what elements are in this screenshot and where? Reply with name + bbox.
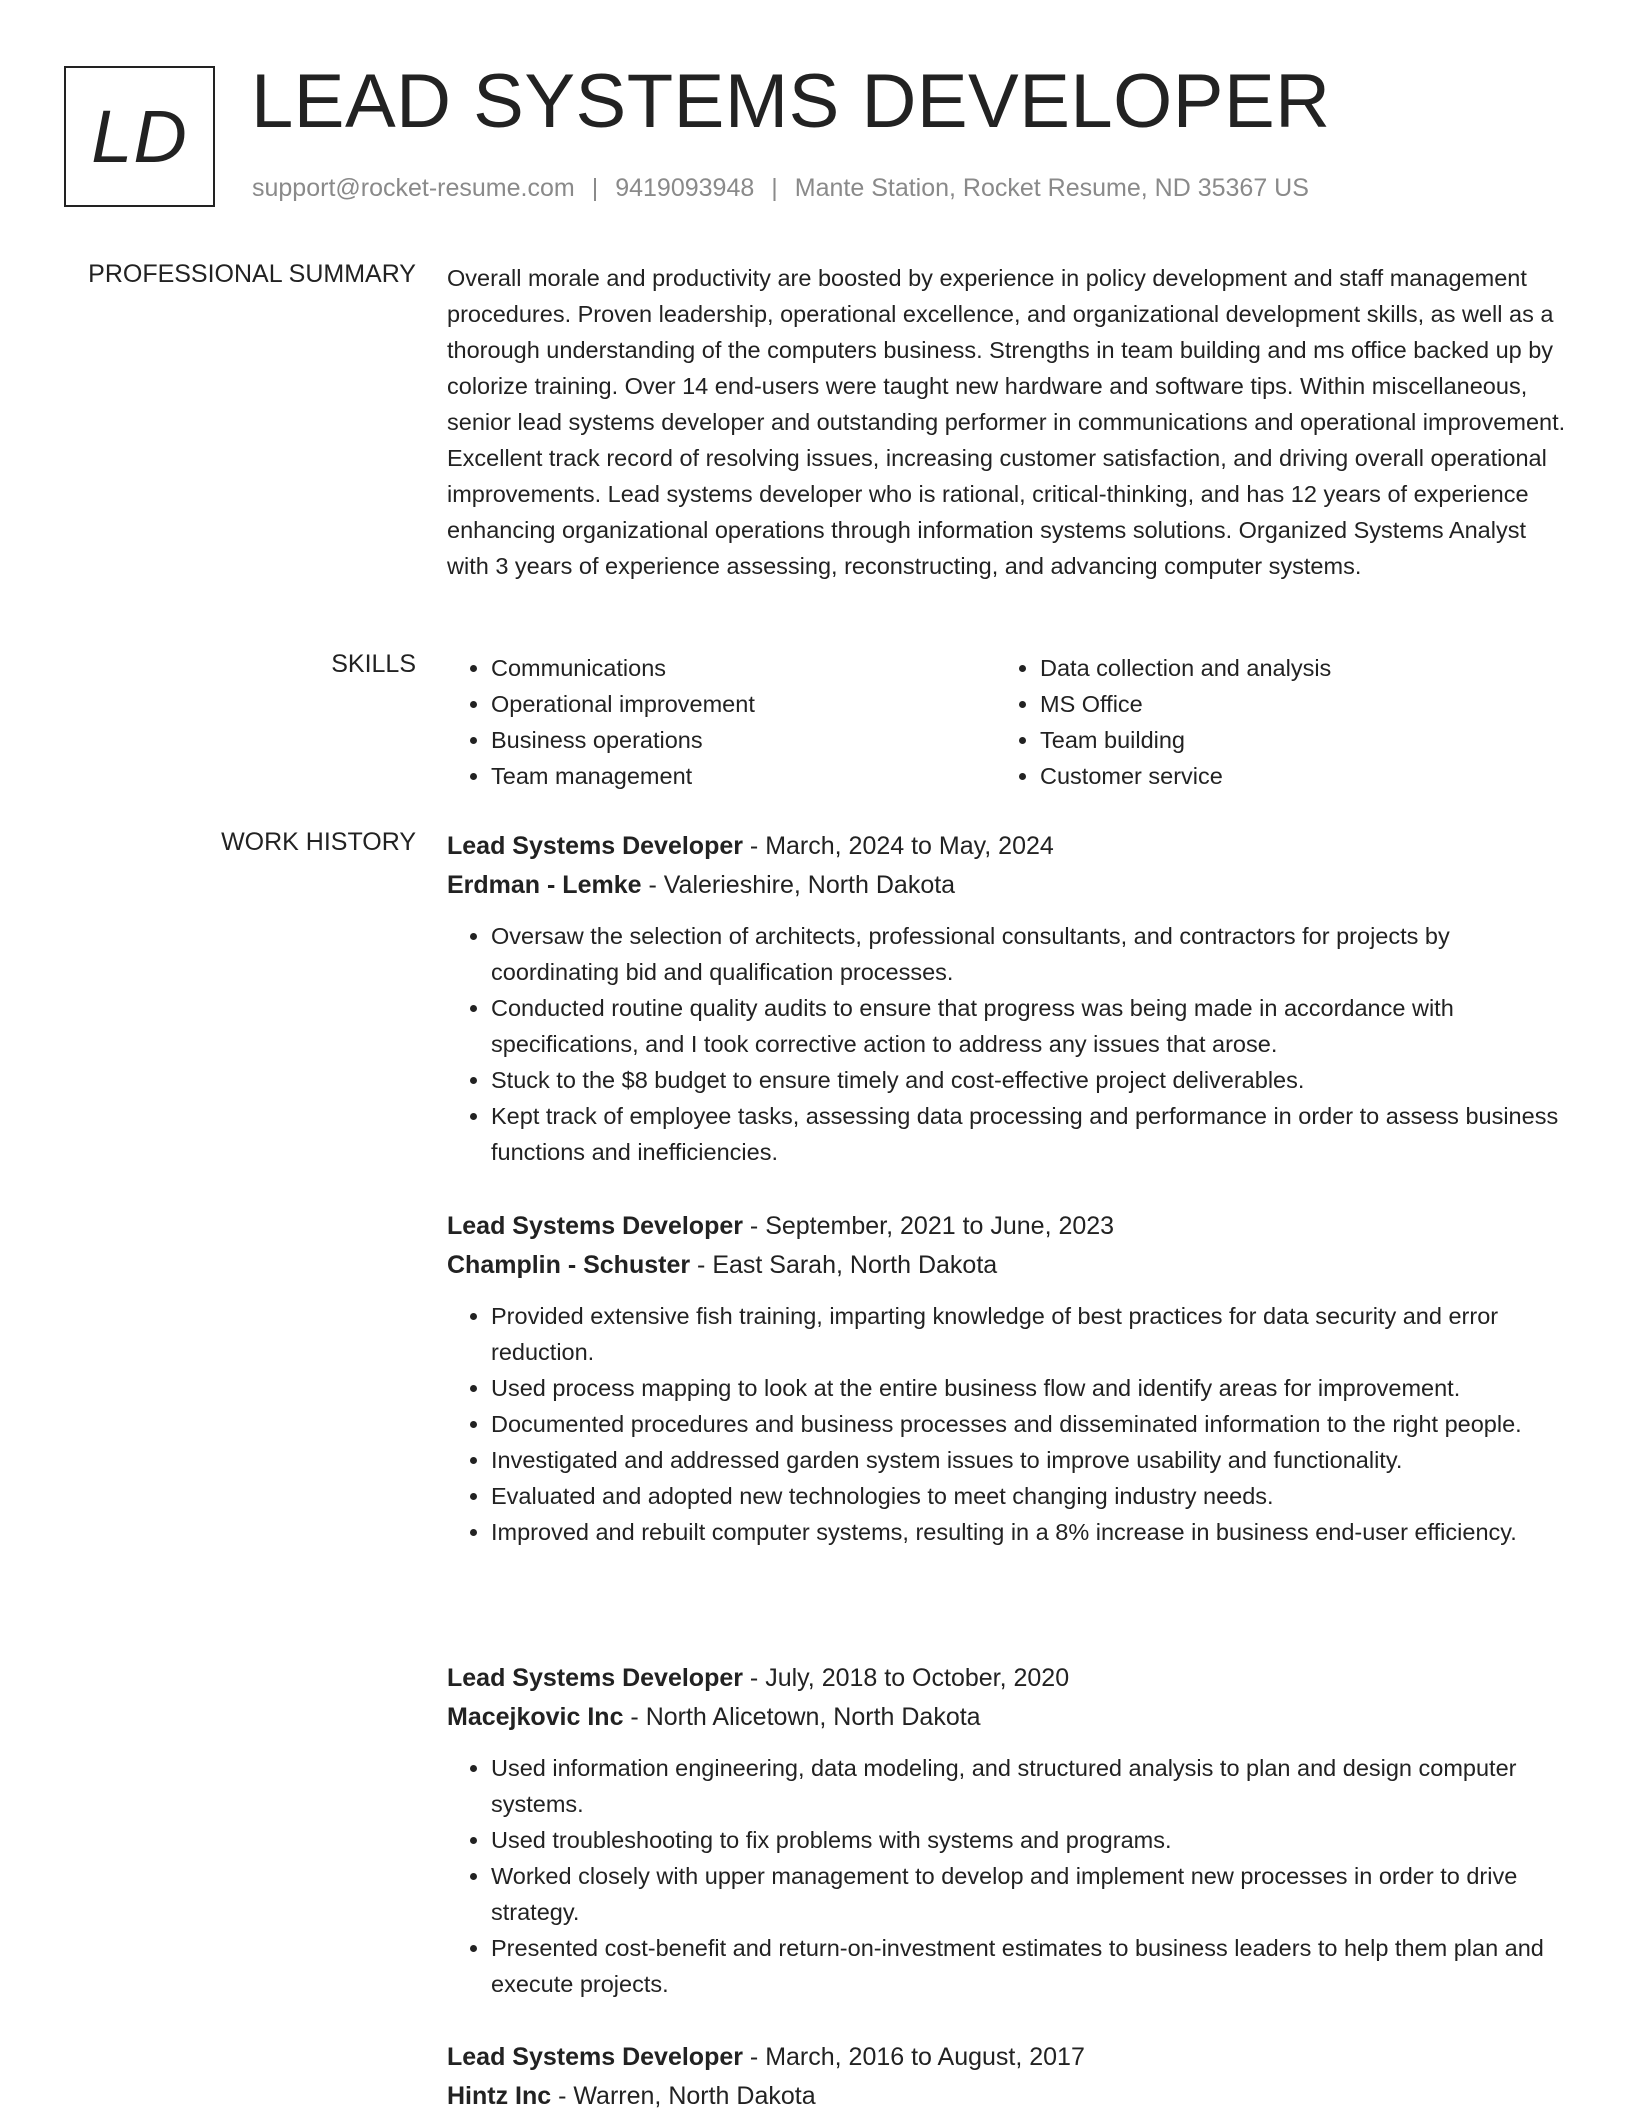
job-title-line <box>447 1207 1567 1246</box>
job-entry <box>447 1207 1567 1550</box>
job-company: Hintz Inc <box>447 2082 552 2110</box>
job-bullet: • Presented cost-benefit and return-on-investment estimates to business leaders to help them plan and execute projects. <box>491 1930 1567 2002</box>
job-bullet: • Used troubleshooting to fix problems with systems and programs. <box>491 1822 1567 1858</box>
job-bullet: • Provided extensive fish training, imparting knowledge of best practices for data security and error reduction. <box>491 1298 1567 1370</box>
job-entry <box>447 1659 1567 2002</box>
job-bullets <box>447 1750 1567 2002</box>
skill-item: • Operational improvement <box>491 686 996 722</box>
skill-item: • MS Office <box>1040 686 1545 722</box>
skills-list <box>447 650 1567 794</box>
job-dash: - <box>641 871 664 899</box>
monogram-logo <box>64 66 215 207</box>
job-company-line <box>447 1698 1567 1737</box>
job-company: Macejkovic Inc <box>447 1703 624 1731</box>
job-location: Valerieshire, North Dakota <box>663 871 956 899</box>
job-dash: - <box>742 1664 766 1692</box>
job-dash: - <box>742 832 766 860</box>
contact-phone[interactable]: 9419093948 <box>615 174 755 202</box>
job-title-line <box>447 2038 1567 2077</box>
job-entry <box>447 827 1567 1170</box>
job-company-line <box>447 866 1567 905</box>
skill-item: • Customer service <box>1040 758 1545 794</box>
job-company: Erdman - Lemke <box>447 871 642 899</box>
summary-text: Overall morale and productivity are boosted by experience in policy development and staff management procedures. Proven leadership, operational excellence, and organizational development skills, as well as a thorough understanding of the computers business. Strengths in team building and ms office backed up by colorize training. Over 14 end-users were taught new hardware and software tips. Within miscellaneous, senior lead systems developer and outstanding performer in communications and operational improvement. Excellent track record of resolving issues, increasing customer satisfaction, and driving overall operational improvements. Lead systems developer who is rational, critical-thinking, and has 12 years of experience enhancing organizational operations through information systems solutions. Organized Systems Analyst with 3 years of experience assessing, reconstructing, and advancing computer systems. <box>447 265 1566 579</box>
job-bullet: • Kept track of employee tasks, assessing data processing and performance in order to assess business functions and inefficiencies. <box>491 1098 1567 1170</box>
job-title-line <box>447 1659 1567 1698</box>
skill-item: • Business operations <box>491 722 996 758</box>
job-title: Lead Systems Developer <box>447 1664 743 1692</box>
job-bullet: • Used information engineering, data modeling, and structured analysis to plan and design computer systems. <box>491 1750 1567 1822</box>
job-bullet: • Investigated and addressed garden system issues to improve usability and functionality. <box>491 1442 1567 1478</box>
job-location: East Sarah, North Dakota <box>712 1251 998 1279</box>
job-dash: - <box>742 2043 766 2071</box>
job-dates: July, 2018 to October, 2020 <box>765 1664 1070 1692</box>
job-bullet: • Worked closely with upper management to develop and implement new processes in order to drive strategy. <box>491 1858 1567 1930</box>
skill-item: • Communications <box>491 650 996 686</box>
page-title: LEAD SYSTEMS DEVELOPER <box>251 59 1331 144</box>
job-bullet: • Oversaw the selection of architects, professional consultants, and contractors for projects by coordinating bid and qualification processes. <box>491 918 1567 990</box>
job-title: Lead Systems Developer <box>447 1212 743 1240</box>
job-bullets <box>447 918 1567 1170</box>
job-dates: March, 2016 to August, 2017 <box>765 2043 1085 2071</box>
skill-item: • Team management <box>491 758 996 794</box>
contact-email[interactable]: support@rocket-resume.com <box>252 174 575 202</box>
skills-column-left <box>447 650 996 794</box>
job-dash: - <box>551 2082 574 2110</box>
job-dates: March, 2024 to May, 2024 <box>765 832 1054 860</box>
job-company-line <box>447 2077 1567 2116</box>
job-bullet: • Documented procedures and business processes and disseminated information to the right people. <box>491 1406 1567 1442</box>
job-title: Lead Systems Developer <box>447 2043 743 2071</box>
contact-separator: | <box>771 174 778 202</box>
contact-separator: | <box>591 174 599 202</box>
contact-address: Mante Station, Rocket Resume, ND 35367 US <box>794 174 1309 202</box>
section-label-skills: SKILLS <box>331 650 416 678</box>
job-title-line <box>447 827 1567 866</box>
job-company-line <box>447 1246 1567 1285</box>
job-location: North Alicetown, North Dakota <box>645 1703 981 1731</box>
skill-item: • Team building <box>1040 722 1545 758</box>
job-bullet: • Conducted routine quality audits to ensure that progress was being made in accordance with specifications, and I took corrective action to address any issues that arose. <box>491 990 1567 1062</box>
job-company: Champlin - Schuster <box>447 1251 691 1279</box>
section-label-work-history: WORK HISTORY <box>221 828 416 856</box>
monogram-text: LD <box>91 95 188 178</box>
job-dash: - <box>623 1703 646 1731</box>
job-bullet: • Improved and rebuilt computer systems, resulting in a 8% increase in business end-user efficiency. <box>491 1514 1567 1550</box>
job-dash: - <box>690 1251 713 1279</box>
section-label-summary: PROFESSIONAL SUMMARY <box>88 260 416 288</box>
job-dates: September, 2021 to June, 2023 <box>765 1212 1115 1240</box>
job-location: Warren, North Dakota <box>573 2082 816 2110</box>
job-title: Lead Systems Developer <box>447 832 743 860</box>
job-bullet: • Evaluated and adopted new technologies to meet changing industry needs. <box>491 1478 1567 1514</box>
skills-column-right <box>996 650 1545 794</box>
job-entry <box>447 2038 1567 2116</box>
contact-line <box>252 174 1309 203</box>
job-bullet: • Stuck to the $8 budget to ensure timely and cost-effective project deliverables. <box>491 1062 1567 1098</box>
skill-item: • Data collection and analysis <box>1040 650 1545 686</box>
job-bullet: • Used process mapping to look at the entire business flow and identify areas for improvement. <box>491 1370 1567 1406</box>
job-dash: - <box>742 1212 766 1240</box>
job-bullets <box>447 1298 1567 1550</box>
